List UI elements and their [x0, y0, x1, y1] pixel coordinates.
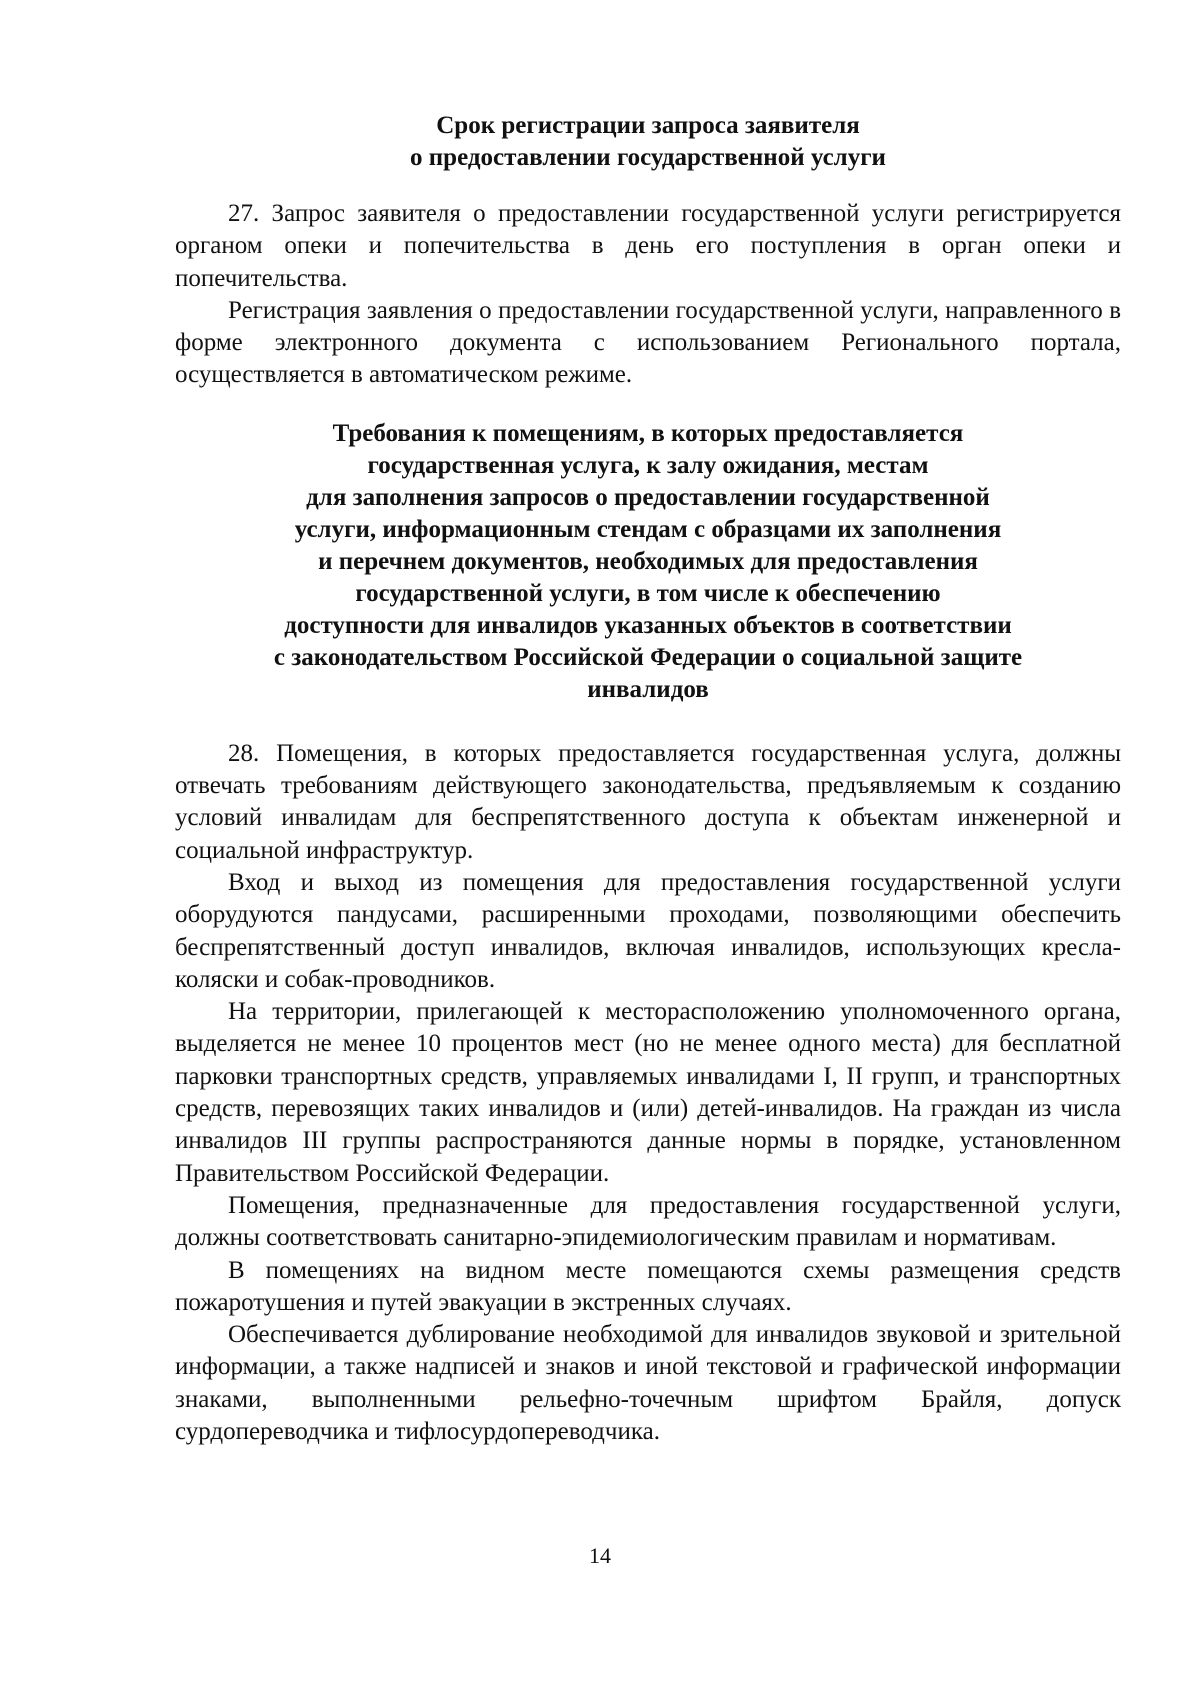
paragraph-registration-electronic: Регистрация заявления о предоставлении государственной услуги, направленного в форме электронного документа с использованием Регионального портала, осуществляется в автоматическом режиме. — [175, 296, 1121, 389]
heading-line: с законодательством Российской Федерации о социальной защите — [273, 643, 1023, 671]
page-number: 14 — [589, 1543, 611, 1568]
paragraph-parking: На территории, прилегающей к месторасположению уполномоченного органа, выделяется не менее 10 процентов мест (но не менее одного места) для бесплатной парковки транспортных средств, управляемых инвалидами I, II групп, и транспортных средств, перевозящих таких инвалидов и (или) детей-инвалидов. На граждан из числа инвалидов III группы распространяются данные нормы в порядке, установленном Правительством Российской Федерации. — [175, 998, 1121, 1187]
paragraph-evacuation: В помещениях на видном месте помещаются схемы размещения средств пожаротушения и путей эвакуации в экстренных случаях. — [175, 1256, 1121, 1316]
paragraph-braille: Обеспечивается дублирование необходимой для инвалидов звуковой и зрительной информации, а также надписей и знаков и иной текстовой и графической информации знаками, выполненными рельефно-точечным шрифтом Брайля, допуск сурдопереводчика и тифлосурдопереводчика. — [175, 1321, 1121, 1446]
heading-line: услуги, информационным стендам с образцами их заполнения — [294, 515, 1002, 543]
heading-line: Срок регистрации запроса заявителя — [436, 112, 860, 139]
paragraph-sanitary: Помещения, предназначенные для предоставления государственной услуги, должны соответствовать санитарно-эпидемиологическим правилам и нормативам. — [175, 1191, 1121, 1252]
section-heading-registration — [175, 110, 1121, 174]
document-page — [175, 110, 1121, 1448]
heading-line: инвалидов — [587, 675, 709, 703]
section-heading-premises-requirements — [175, 418, 1121, 706]
heading-line: Требования к помещениям, в которых предоставляется — [332, 419, 964, 447]
heading-line: государственной услуги, в том числе к обеспечению — [355, 579, 941, 607]
heading-line: доступности для инвалидов указанных объектов в соответствии — [284, 611, 1012, 639]
heading-line: для заполнения запросов о предоставлении государственной — [306, 483, 990, 511]
heading-line: о предоставлении государственной услуги — [410, 144, 886, 171]
paragraph-27: 27. Запрос заявителя о предоставлении государственной услуги регистрируется органом опеки и попечительства в день его поступления в орган опеки и попечительства. — [175, 200, 1121, 292]
heading-line: государственная услуга, к залу ожидания, местам — [367, 451, 929, 479]
paragraph-entrance-exit: Вход и выход из помещения для предоставления государственной услуги оборудуются пандусами, расширенными проходами, позволяющими обеспечить беспрепятственный доступ инвалидов, включая инвалидов, использующих кресла-коляски и собак-проводников. — [175, 868, 1121, 993]
heading-line: и перечнем документов, необходимых для предоставления — [318, 547, 978, 575]
paragraph-28: 28. Помещения, в которых предоставляется государственная услуга, должны отвечать требованиям действующего законодательства, предъявляемым к созданию условий инвалидам для беспрепятственного доступа к объектам инженерной и социальной инфраструктур. — [175, 739, 1121, 864]
